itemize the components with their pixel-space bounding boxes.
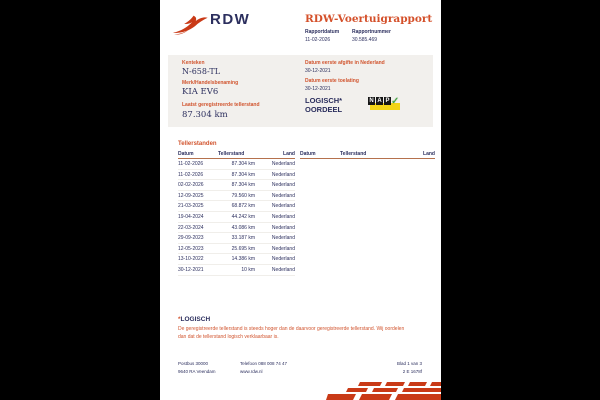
cell-tellerstand: 25.695 km — [231, 245, 255, 252]
cell-tellerstand: 79.560 km — [231, 192, 255, 199]
report-number-block — [352, 29, 391, 43]
nap-letter-a: A — [377, 98, 382, 104]
cell-datum: 12-09-2025 — [178, 192, 204, 199]
toelating-label: Datum eerste toelating — [305, 78, 359, 84]
table-row — [178, 159, 295, 170]
report-date-label: Rapportdatum — [305, 29, 340, 35]
cell-tellerstand: 87.304 km — [231, 161, 255, 167]
tellerstand-rows — [178, 159, 295, 276]
afgifte-label: Datum eerste afgifte in Nederland — [305, 60, 385, 66]
cell-land: Nederland — [271, 245, 295, 252]
nap-logo-icon — [368, 97, 402, 111]
tellerstand-value: 87.304 km — [182, 109, 228, 120]
footer-website: www.rdw.nl — [240, 369, 263, 375]
cell-land: Nederland — [271, 182, 295, 189]
cell-land: Nederland — [271, 161, 295, 167]
nap-letter-p: P — [385, 98, 390, 104]
footer-phone: Telefoon 088 008 74 47 — [240, 361, 288, 366]
merk-label: Merk/Handelsbenaming — [182, 80, 239, 86]
rdw-logo-wordmark: RDW — [210, 11, 251, 28]
cell-land: Nederland — [271, 171, 295, 178]
oordeel-line2: OORDEEL — [305, 105, 343, 115]
col-datum: Datum — [178, 151, 194, 157]
cell-land: Nederland — [271, 192, 295, 199]
tellerstand-label: Laatst geregistreerde tellerstand — [182, 102, 260, 108]
col-land-2: Land — [423, 151, 435, 157]
footer-address-2: 9640 RA Veendam — [178, 369, 216, 375]
oordeel-text — [305, 96, 342, 115]
cell-datum: 19-04-2024 — [178, 213, 204, 220]
table-row — [178, 180, 295, 191]
cell-land: Nederland — [271, 213, 295, 220]
cell-datum: 21-03-2025 — [178, 203, 204, 210]
kenteken-value: N-658-TL — [182, 67, 221, 76]
cell-tellerstand: 68.872 km — [231, 203, 255, 210]
cell-tellerstand: 87.304 km — [231, 171, 255, 178]
footer-form-code: 2 E 1678f — [402, 369, 422, 375]
nap-check-icon: ✓ — [391, 96, 400, 107]
cell-datum: 13-10-2022 — [178, 256, 204, 263]
col-datum-2: Datum — [300, 151, 316, 157]
footnote-title — [178, 316, 210, 323]
nap-letter-n: N — [369, 98, 374, 104]
table-row — [178, 254, 295, 265]
cell-land: Nederland — [271, 235, 295, 242]
cell-tellerstand: 10 km — [241, 266, 255, 273]
cell-land: Nederland — [271, 256, 295, 263]
table-row — [178, 233, 295, 244]
table-header-right — [300, 151, 435, 159]
stripes-graphic-icon — [326, 382, 441, 400]
cell-datum: 29-09-2023 — [178, 235, 204, 242]
cell-datum: 11-02-2026 — [178, 171, 204, 178]
cell-datum: 30-12-2021 — [178, 266, 204, 273]
vehicle-summary-panel — [168, 55, 433, 127]
cell-land: Nederland — [271, 203, 295, 210]
cell-tellerstand: 33.187 km — [231, 235, 255, 242]
footnote-title-text: LOGISCH — [180, 316, 211, 323]
cell-tellerstand: 43.086 km — [231, 224, 255, 231]
table-row — [178, 244, 295, 255]
table-row — [178, 170, 295, 181]
report-number-label: Rapportnummer — [352, 29, 391, 35]
cell-datum: 02-02-2026 — [178, 182, 204, 189]
footer-page-number: Blad 1 van 3 — [396, 361, 422, 366]
toelating-value: 30-12-2021 — [305, 85, 331, 92]
kenteken-label: Kenteken — [182, 60, 205, 66]
report-title: RDW-Voertuigrapport — [305, 13, 433, 25]
table-row — [178, 223, 295, 234]
cell-tellerstand: 14.386 km — [231, 256, 255, 263]
table-row — [178, 212, 295, 223]
report-page — [160, 0, 441, 400]
cell-tellerstand: 87.304 km — [231, 182, 255, 189]
footnote-star: * — [178, 316, 181, 323]
report-date-block — [305, 29, 339, 43]
merk-value: KIA EV6 — [182, 87, 219, 97]
oordeel-line1: LOGISCH* — [305, 96, 343, 105]
footer-address-1: Postbus 30000 — [178, 361, 209, 366]
table-row — [178, 191, 295, 202]
cell-tellerstand: 44.242 km — [231, 213, 255, 220]
col-land: Land — [283, 151, 295, 157]
report-date-value: 11-02-2026 — [305, 37, 331, 43]
col-tellerstand-2: Tellerstand — [340, 151, 367, 157]
cell-land: Nederland — [271, 224, 295, 231]
col-tellerstand: Tellerstand — [218, 151, 245, 157]
rdw-logo-icon — [172, 14, 208, 36]
table-title: Tellerstanden — [178, 141, 217, 147]
report-number-value: 30.585.469 — [352, 37, 378, 43]
afgifte-value: 30-12-2021 — [305, 67, 331, 74]
cell-land: Nederland — [271, 266, 295, 273]
table-header-left — [178, 151, 295, 159]
cell-datum: 12-05-2023 — [178, 245, 204, 252]
table-row — [178, 265, 295, 276]
cell-datum: 11-02-2026 — [178, 161, 204, 167]
table-row — [178, 201, 295, 212]
cell-datum: 22-03-2024 — [178, 224, 204, 231]
footnote-text: De geregistreerde tellerstand is steeds hoger dan de daarvoor geregistreerde tellerstand. Wij oordelen dan dat de tellerstand logisch verklaarbaar is. — [178, 326, 405, 340]
